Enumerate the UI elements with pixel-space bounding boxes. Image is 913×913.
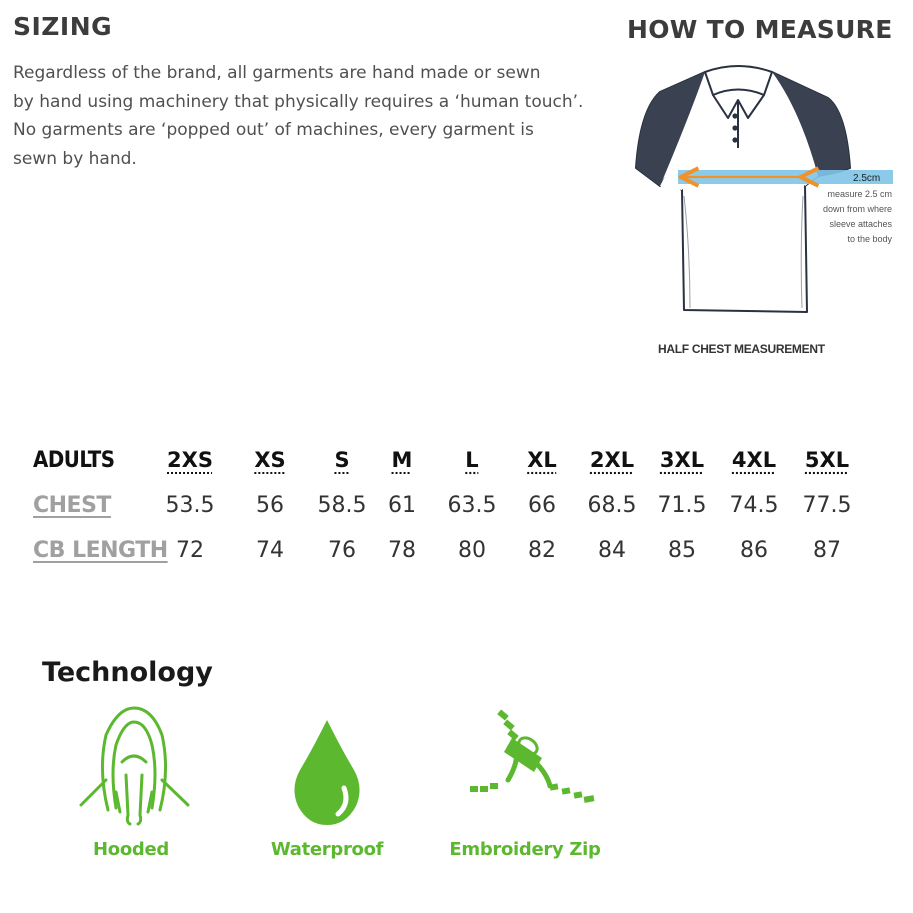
feature-embroidery-zip xyxy=(430,700,620,860)
size-xs: XS xyxy=(254,448,286,472)
chest-value: 77.5 xyxy=(802,493,852,518)
size-5xl: 5XL xyxy=(804,448,850,472)
cb-length-label: CB LENGTH xyxy=(33,538,168,563)
technology-title: Technology xyxy=(42,657,213,688)
paragraph-line: sewn by hand. xyxy=(13,148,137,169)
cb-length-value: 74 xyxy=(256,538,284,563)
cb-length-value: 82 xyxy=(528,538,556,563)
sizing-paragraph xyxy=(13,59,633,173)
size-4xl: 4XL xyxy=(731,448,777,472)
measure-note-line: sleeve attaches xyxy=(829,219,892,229)
cb-length-value: 87 xyxy=(813,538,841,563)
cb-length-value: 86 xyxy=(740,538,768,563)
size-m: M xyxy=(391,448,413,472)
cb-length-value: 85 xyxy=(668,538,696,563)
cb-length-value: 84 xyxy=(598,538,626,563)
chest-value: 71.5 xyxy=(657,493,707,518)
how-to-measure-title: HOW TO MEASURE xyxy=(627,15,893,44)
size-l: L xyxy=(465,448,479,472)
chest-value: 53.5 xyxy=(165,493,215,518)
size-2xl: 2XL xyxy=(589,448,635,472)
sizing-title: SIZING xyxy=(13,12,113,41)
chest-value: 74.5 xyxy=(729,493,779,518)
size-2xs: 2XS xyxy=(167,448,213,472)
chest-value: 66 xyxy=(528,493,556,518)
paragraph-line: by hand using machinery that physically requires a ‘human touch’. xyxy=(13,91,584,112)
feature-waterproof xyxy=(232,700,422,860)
half-chest-caption: HALF CHEST MEASUREMENT xyxy=(658,342,825,356)
chest-value: 61 xyxy=(388,493,416,518)
measure-note-line: measure 2.5 cm xyxy=(827,189,892,199)
shirt-measure-diagram xyxy=(625,55,910,370)
size-3xl: 3XL xyxy=(659,448,705,472)
chest-value: 56 xyxy=(256,493,284,518)
size-s: S xyxy=(334,448,350,472)
zipper-icon xyxy=(450,700,600,835)
chest-label: CHEST xyxy=(33,493,111,518)
adults-label: ADULTS xyxy=(33,448,115,473)
chest-value: 58.5 xyxy=(317,493,367,518)
water-drop-icon xyxy=(252,700,402,835)
measure-note-line: down from where xyxy=(822,204,892,214)
measure-note-line: to the body xyxy=(847,234,892,244)
size-xl: XL xyxy=(527,448,557,472)
chest-value: 68.5 xyxy=(587,493,637,518)
cb-length-value: 76 xyxy=(328,538,356,563)
placket-buttons xyxy=(732,113,737,142)
feature-label: Waterproof xyxy=(270,839,384,860)
polo-shirt-icon xyxy=(636,66,850,312)
hood-icon xyxy=(56,700,206,835)
feature-label: Hooded xyxy=(93,839,169,860)
cb-length-value: 72 xyxy=(176,538,204,563)
cb-length-value: 78 xyxy=(388,538,416,563)
chest-value: 63.5 xyxy=(447,493,497,518)
band-label: 2.5cm xyxy=(853,173,881,184)
paragraph-line: No garments are ‘popped out’ of machines, every garment is xyxy=(13,120,534,140)
feature-label: Embroidery Zip xyxy=(449,839,601,860)
cb-length-value: 80 xyxy=(458,538,486,563)
paragraph-line: Regardless of the brand, all garments are hand made or sewn xyxy=(13,63,541,83)
feature-hooded xyxy=(36,700,226,860)
